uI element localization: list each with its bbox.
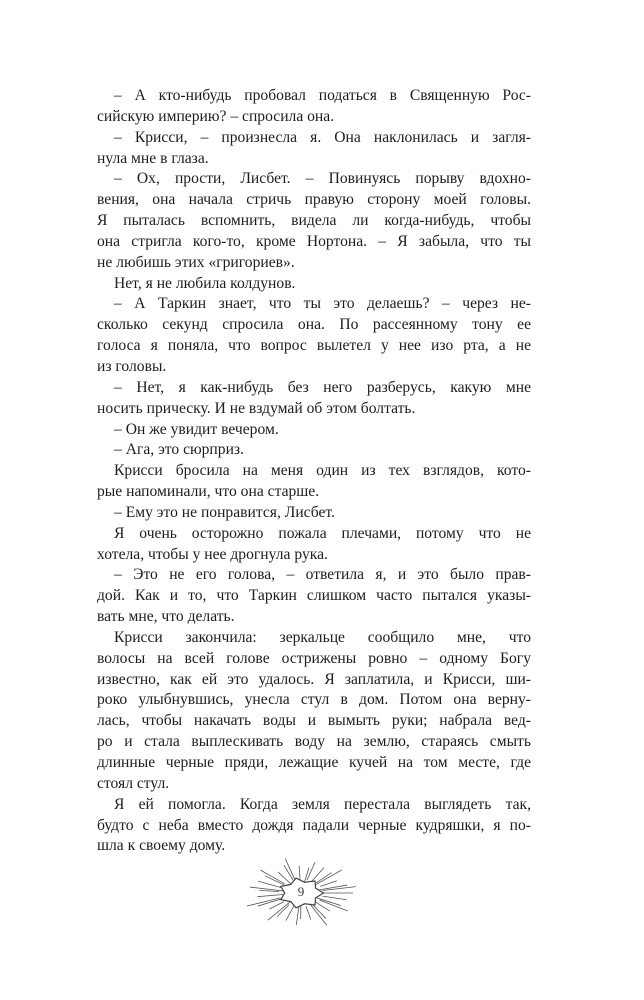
starburst-ray [314, 901, 330, 911]
page-number-ornament [246, 858, 356, 930]
starburst-ray [277, 905, 289, 917]
starburst-ray [299, 866, 300, 880]
text-line: – Он же увидит вечером. [114, 420, 279, 438]
text-line: Я очень осторожно пожала плечами, потому что не [114, 524, 531, 542]
text-line: нула мне в глаза. [97, 149, 209, 167]
text-line: волосы на всей голове острижены ровно – одному Богу [97, 649, 531, 667]
text-line: Крисси закончила: зеркальце сообщило мне, что [114, 628, 531, 646]
text-line: она стригла кого-то, кроме Нортона. – Я забыла, что ты [97, 232, 531, 250]
starburst-ray [260, 870, 284, 884]
body-text [97, 86, 531, 857]
text-line: голоса я поняла, что вопрос вылетел у нее изо рта, а не [97, 337, 531, 355]
text-line: хотела, чтобы у нее дрогнула рука. [97, 545, 328, 563]
text-line: стоял стул. [97, 774, 170, 792]
text-line: – Это не его голова, – ответила я, и это было прав- [114, 566, 531, 584]
text-line: носить прическу. И не вздумай об этом болтать. [97, 399, 416, 417]
starburst-ray [268, 902, 290, 920]
text-line: Я ей помогла. Когда земля перестала выглядеть так, [114, 795, 531, 813]
starburst-ray [309, 903, 327, 925]
starburst-ray [296, 907, 299, 926]
text-line: – А Таркин знает, что ты это делаешь? – через не- [114, 295, 531, 313]
text-line: Нет, я не любила колдунов. [114, 274, 296, 292]
text-line: дой. Как и то, что Таркин слишком часто пытался указы- [97, 587, 531, 605]
starburst-ray [312, 905, 325, 919]
text-line: – Нет, я как-нибудь без него разберусь, какую мне [114, 378, 531, 396]
text-line: вать мне, что делать. [97, 608, 235, 626]
text-line: сколько секунд спросила она. По рассеянному тону ее [97, 316, 531, 334]
text-line: Я пыталась вспомнить, видела ли когда-нибудь, чтобы [97, 212, 531, 230]
text-line: – Ага, это сюрприз. [114, 441, 244, 459]
text-line: Крисси бросила на меня один из тех взглядов, кото- [114, 462, 531, 480]
text-line: вения, она начала стричь правую сторону моей головы. [97, 191, 531, 209]
text-line: сийскую империю? – спросила она. [97, 107, 335, 125]
text-line: будто с неба вместо дождя падали черные кудряшки, я по- [97, 816, 531, 834]
text-line: роко улыбнувшись, унесла стул в дом. Потом она верну- [97, 691, 531, 709]
text-line: рые напоминали, что она старше. [97, 483, 320, 501]
text-line: шла к своему дому. [97, 837, 226, 855]
page-number: 9 [297, 884, 305, 899]
text-line: длинные черные пряди, лежащие кучей на том месте, где [97, 754, 531, 771]
text-line: – А кто-нибудь пробовал податься в Священную Рос- [114, 87, 531, 104]
text-line: известно, как ей это удалось. Я заплатила, и Крисси, ши- [97, 670, 531, 688]
text-line: из головы. [97, 357, 167, 375]
starburst-ray [304, 867, 309, 882]
text-line: лась, чтобы накачать воды и вымыть руки; набрала вед- [97, 712, 531, 730]
starburst-ray [320, 900, 348, 911]
starburst-ray [269, 902, 284, 910]
text-line: – Крисси, – произнесла я. Она наклонилась и загля- [114, 128, 531, 146]
text-line: не любишь этих «григориев». [97, 253, 295, 271]
text-line: – Ох, прости, Лисбет. – Повинуясь порыву вдохно- [114, 170, 531, 188]
text-line: ро и стала выплескивать воду на землю, стараясь смыть [97, 733, 531, 751]
starburst-ray [306, 906, 311, 919]
text-line: – Ему это не понравится, Лисбет. [114, 503, 335, 521]
